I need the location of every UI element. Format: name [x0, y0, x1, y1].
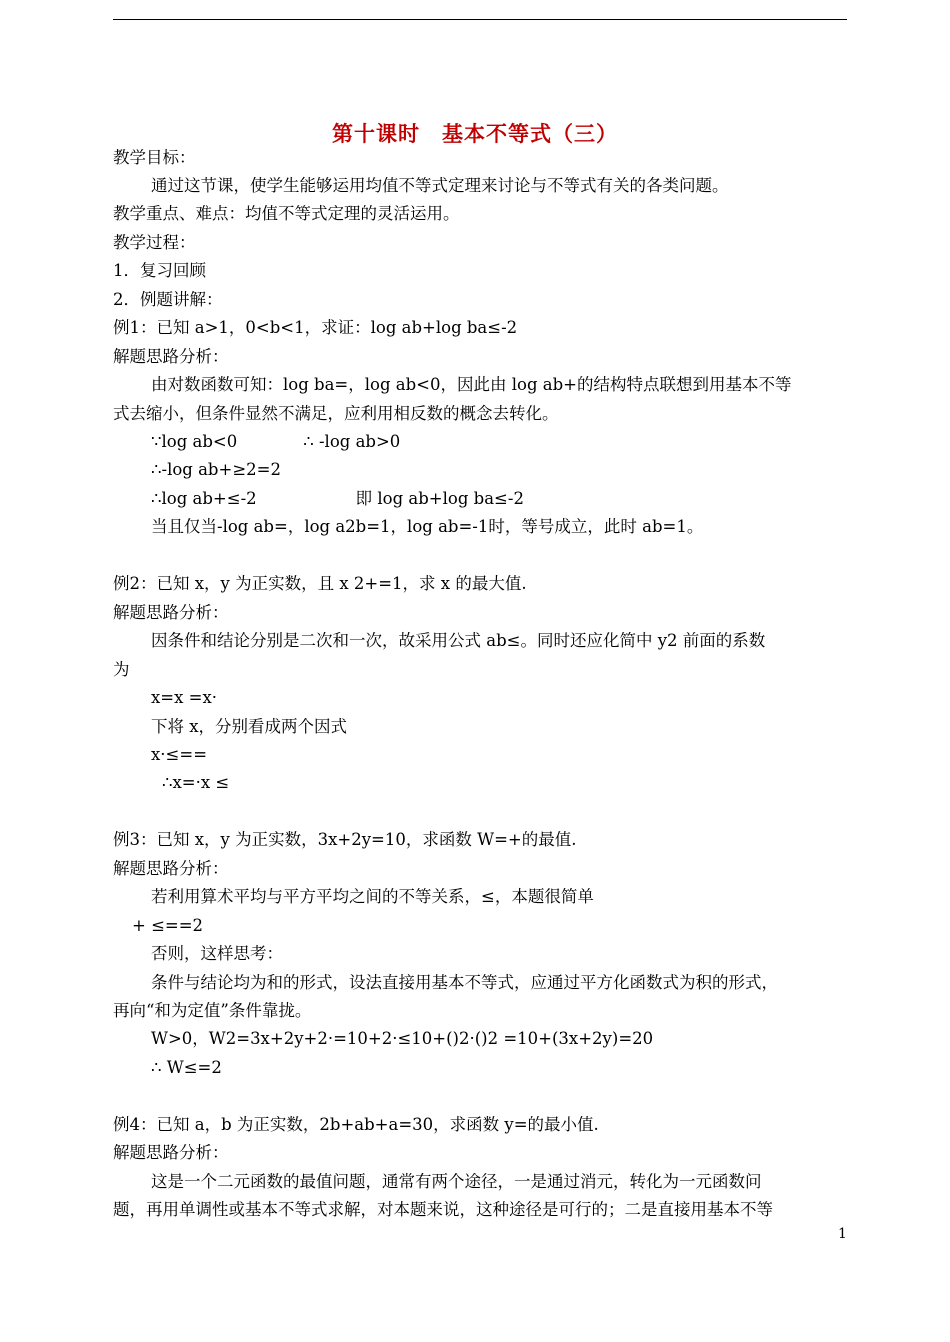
- text-line: 当且仅当-log ab=，log a2b=1，log ab=-1时，等号成立，此时 ab=1。: [151, 517, 704, 536]
- text-line: 否则，这样思考：: [151, 944, 283, 963]
- text-line: 题，再用单调性或基本不等式求解，对本题来说，这种途径是可行的；二是直接用基本不等: [113, 1200, 773, 1219]
- text-line: x=x =x·: [151, 688, 218, 707]
- text-line: 教学重点、难点：均值不等式定理的灵活运用。: [113, 204, 460, 223]
- text-line: 例2：已知 x，y 为正实数，且 x 2+=1，求 x 的最大值.: [113, 574, 527, 593]
- text-line: 下将 x，分别看成两个因式: [151, 717, 348, 736]
- text-line: ∵log ab<0 ∴ -log ab>0: [151, 432, 401, 451]
- text-line: 为: [113, 660, 130, 679]
- text-line: 若利用算术平均与平方平均之间的不等关系，≤，本题很简单: [151, 887, 594, 906]
- text-line: 因条件和结论分别是二次和一次，故采用公式 ab≤。同时还应化简中 y2 前面的系数: [151, 631, 766, 650]
- page-number: 1: [838, 1226, 847, 1242]
- text-line: 例4：已知 a，b 为正实数，2b+ab+a=30，求函数 y=的最小值.: [113, 1115, 599, 1134]
- text-line: W>0，W2=3x+2y+2·=10+2·≤10+()2·()2 =10+(3x+2y)=20: [151, 1029, 654, 1048]
- header-rule: [113, 19, 847, 20]
- text-line: 再向“和为定值”条件靠拢。: [113, 1001, 312, 1020]
- text-line: 解题思路分析：: [113, 347, 229, 366]
- text-line: 条件与结论均为和的形式，设法直接用基本不等式，应通过平方化函数式为积的形式，: [151, 973, 778, 992]
- text-line: 2．例题讲解：: [113, 290, 223, 309]
- text-line: ∴ W≤=2: [151, 1058, 222, 1077]
- text-line: 教学过程：: [113, 233, 196, 252]
- text-line: 例1：已知 a>1，0<b<1，求证：log ab+log ba≤-2: [113, 318, 518, 337]
- text-line: 解题思路分析：: [113, 859, 229, 878]
- text-line: + ≤==2: [132, 916, 204, 935]
- text-line: 例3：已知 x，y 为正实数，3x+2y=10，求函数 W=+的最值.: [113, 830, 577, 849]
- text-line: 解题思路分析：: [113, 1143, 229, 1162]
- text-line: 教学目标：: [113, 148, 196, 167]
- text-line: 由对数函数可知：log ba=，log ab<0，因此由 log ab+的结构特点联想到用基本不等: [151, 375, 792, 394]
- page-title: 第十课时 基本不等式（三）: [332, 122, 618, 146]
- text-line: 式去缩小，但条件显然不满足，应利用相反数的概念去转化。: [113, 404, 559, 423]
- text-line: 通过这节课，使学生能够运用均值不等式定理来讨论与不等式有关的各类问题。: [151, 176, 729, 195]
- text-line: 这是一个二元函数的最值问题，通常有两个途径，一是通过消元，转化为一元函数问: [151, 1172, 762, 1191]
- text-line: ∴-log ab+≥2=2: [151, 460, 281, 479]
- text-line: ∴x=·x ≤: [162, 773, 230, 792]
- text-line: ∴log ab+≤-2 即 log ab+log ba≤-2: [151, 489, 524, 508]
- text-line: 解题思路分析：: [113, 603, 229, 622]
- text-line: x·≤==: [151, 745, 208, 764]
- text-line: 1．复习回顾: [113, 261, 206, 280]
